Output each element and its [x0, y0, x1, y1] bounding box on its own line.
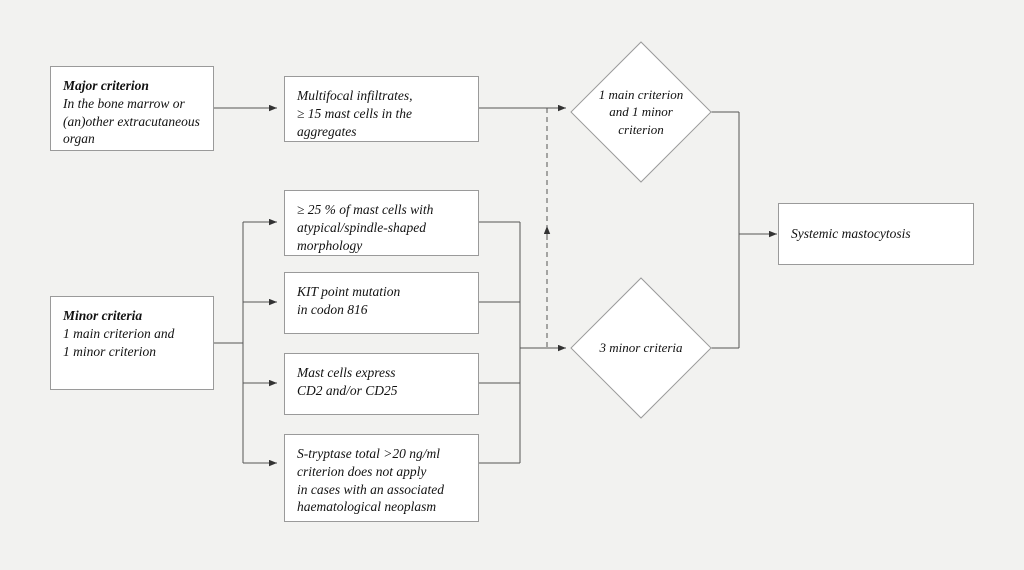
minor-1-line-2: atypical/spindle-shaped: [297, 219, 426, 235]
decision-bottom-label: [571, 334, 711, 362]
multifocal-line-1: Multifocal infiltrates,: [297, 88, 413, 103]
minor-4-line-1: S-tryptase total >20 ng/ml: [297, 446, 440, 461]
multifocal-line-2: ≥ 15 mast cells in the: [297, 105, 413, 121]
minor-4-line-4: haematological neoplasm: [297, 499, 437, 515]
node-minor-morphology: [284, 190, 479, 256]
minor-2-line-1: KIT point mutation: [297, 284, 401, 299]
minor-3-line-2: CD2 and/or CD25: [297, 382, 398, 398]
minor-criteria-heading: Minor criteria: [63, 308, 143, 323]
minor-1-line-1: ≥ 25 % of mast cells with: [297, 202, 434, 217]
major-criterion-heading: Major criterion: [63, 78, 149, 93]
result-line-1: Systemic mastocytosis: [791, 226, 911, 242]
major-criterion-line-2: (an)other extracutaneous: [63, 113, 200, 129]
multifocal-line-3: aggregates: [297, 123, 357, 139]
node-major-criterion: [50, 66, 214, 151]
decision-top-line-2: and 1 minor: [609, 104, 673, 120]
minor-3-line-1: Mast cells express: [297, 365, 396, 380]
node-minor-kit-mutation: [284, 272, 479, 334]
minor-1-line-3: morphology: [297, 237, 363, 253]
node-minor-criteria: [50, 296, 214, 390]
major-criterion-line-1: In the bone marrow or: [63, 95, 185, 111]
minor-2-line-2: in codon 816: [297, 301, 368, 317]
decision-top-line-1: 1 main criterion: [598, 87, 684, 103]
minor-criteria-line-1: 1 main criterion and: [63, 325, 175, 341]
major-criterion-line-3: organ: [63, 131, 95, 147]
decision-bottom-line-1: 3 minor criteria: [599, 340, 683, 356]
node-multifocal-infiltrates: [284, 76, 479, 142]
minor-criteria-line-2: 1 minor criterion: [63, 343, 156, 359]
node-result-systemic-mastocytosis: [778, 203, 974, 265]
decision-top-line-3: criterion: [618, 121, 664, 137]
node-minor-tryptase: [284, 434, 479, 522]
minor-4-line-3: in cases with an associated: [297, 481, 444, 497]
node-minor-cd2-cd25: [284, 353, 479, 415]
minor-4-line-2: criterion does not apply: [297, 463, 427, 479]
decision-top-label: [571, 74, 711, 150]
